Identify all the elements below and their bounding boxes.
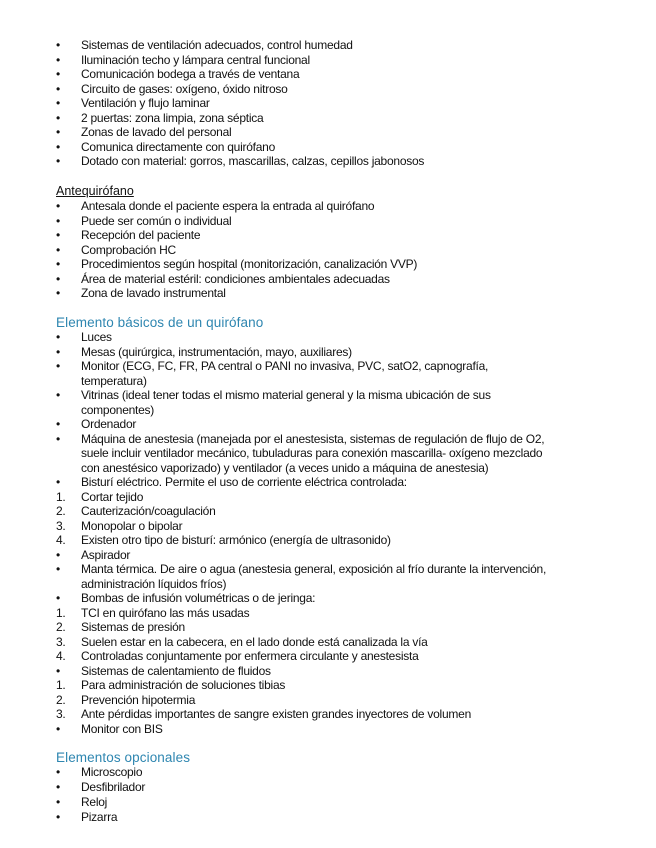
list-marker: • <box>56 431 60 446</box>
list-marker: 1. <box>56 605 66 620</box>
list-marker: • <box>56 330 60 344</box>
list-item-text: Procedimientos según hospital (monitorización, canalización VVP) <box>81 257 418 271</box>
list-marker: • <box>56 38 60 52</box>
list-marker: 2. <box>56 692 66 707</box>
list-item-text: Ventilación y flujo laminar <box>81 96 210 110</box>
list-item-text: Mesas (quirúrgica, instrumentación, mayo, auxiliares) <box>81 344 352 359</box>
list-item-text: Ordenador <box>81 417 137 431</box>
list-item-text: Existen otro tipo de bisturí: armónico (energía de ultrasonido) <box>81 533 391 547</box>
list-marker: • <box>56 547 60 562</box>
list-item-text: Suelen estar en la cabecera, en el lado donde está canalizada la vía <box>81 634 428 649</box>
list-marker: • <box>56 199 60 213</box>
list-item-text: Vitrinas (ideal tener todas el mismo material general y la misma ubicación de sus <box>81 388 491 402</box>
list-marker: • <box>56 475 60 489</box>
list-item-text: Manta térmica. De aire o agua (anestesia general, exposición al frío durante la intervención, <box>81 562 547 576</box>
list-marker: 1. <box>56 678 66 692</box>
list-marker: • <box>56 139 60 154</box>
list-item-text: Bombas de infusión volumétricas o de jeringa: <box>81 591 316 605</box>
list-item-text: Controladas conjuntamente por enfermera circulante y anestesista <box>81 649 419 663</box>
list-marker: • <box>56 125 60 139</box>
list-marker: • <box>56 242 60 257</box>
list-marker: • <box>56 663 60 678</box>
list-item-text: suele incluir ventilador mecánico, tubuladuras para conexión mascarilla- oxígeno mezclado <box>81 446 543 460</box>
list-item-text: componentes) <box>81 402 155 417</box>
list-marker: • <box>56 67 60 81</box>
list-item-text: Microscopio <box>81 765 143 779</box>
list-marker: 2. <box>56 620 66 634</box>
list-marker: • <box>56 257 60 271</box>
list-marker: • <box>56 271 60 286</box>
list-item-text: Máquina de anestesia (manejada por el anestesista, sistemas de regulación de flujo de O2, <box>81 431 545 446</box>
list-item-text: Antesala donde el paciente espera la entrada al quirófano <box>81 199 375 213</box>
list-item-text: Iluminación techo y lámpara central funcional <box>81 52 310 67</box>
list-item-text: Comunicación bodega a través de ventana <box>81 67 300 81</box>
list-item-text: Zona de lavado instrumental <box>81 286 226 300</box>
list-marker: 4. <box>56 533 66 547</box>
list-marker: • <box>56 417 60 431</box>
list-item-text: Comunica directamente con quirófano <box>81 139 276 154</box>
list-item-text: Aspirador <box>81 547 131 562</box>
list-item-text: Pizarra <box>81 810 118 824</box>
list-marker: 1. <box>56 489 66 504</box>
list-item-text: Monopolar o bipolar <box>81 518 183 533</box>
list-item-text: Prevención hipotermia <box>81 692 196 707</box>
list-item-text: Reloj <box>81 795 108 809</box>
list-item-text: Monitor (ECG, FC, FR, PA central o PANI no invasiva, PVC, satO2, capnografía, <box>81 359 489 373</box>
list-marker: • <box>56 810 60 824</box>
list-marker: 2. <box>56 504 66 518</box>
elementos-opcionales-heading: Elementos opcionales <box>56 750 191 765</box>
list-marker: • <box>56 795 60 809</box>
list-item-text: Sistemas de calentamiento de fluidos <box>81 663 271 678</box>
list-item-text: Dotado con material: gorros, mascarillas, calzas, cepillos jabonosos <box>81 154 425 168</box>
list-item-text: Circuito de gases: oxígeno, óxido nitroso <box>81 81 288 96</box>
antequirofano-heading: Antequirófano <box>56 184 134 198</box>
list-item-text: con anestésico vaporizado) y ventilador (a veces unido a máquina de anestesia) <box>81 460 489 475</box>
list-item-text: Sistemas de presión <box>81 620 185 634</box>
list-item-text: Puede ser común o individual <box>81 213 232 228</box>
list-marker: • <box>56 228 60 242</box>
list-marker: • <box>56 721 60 736</box>
list-item-text: Ante pérdidas importantes de sangre existen grandes inyectores de volumen <box>81 707 471 721</box>
list-marker: • <box>56 110 60 125</box>
list-marker: • <box>56 359 60 373</box>
list-marker: 3. <box>56 634 66 649</box>
elementos-basicos-heading: Elemento básicos de un quirófano <box>56 315 264 330</box>
list-item-text: Zonas de lavado del personal <box>81 125 232 139</box>
list-marker: • <box>56 286 60 300</box>
list-item-text: Cortar tejido <box>81 489 144 504</box>
list-marker: • <box>56 213 60 228</box>
list-marker: • <box>56 388 60 402</box>
list-item-text: Área de material estéril: condiciones ambientales adecuadas <box>81 271 390 286</box>
list-item-text: Recepción del paciente <box>81 228 201 242</box>
list-item-text: Desfibrilador <box>81 780 146 794</box>
list-item-text: Comprobación HC <box>81 242 176 257</box>
list-marker: 3. <box>56 518 66 533</box>
list-item-text: administración líquidos fríos) <box>81 576 227 591</box>
list-marker: • <box>56 765 60 779</box>
list-marker: • <box>56 780 60 794</box>
list-item-text: temperatura) <box>81 373 147 388</box>
list-marker: • <box>56 52 60 67</box>
list-item-text: Luces <box>81 330 112 344</box>
list-marker: • <box>56 96 60 110</box>
list-marker: • <box>56 81 60 96</box>
list-marker: 3. <box>56 707 66 721</box>
list-item-text: 2 puertas: zona limpia, zona séptica <box>81 110 264 125</box>
list-marker: 4. <box>56 649 66 663</box>
list-marker: • <box>56 344 60 359</box>
list-marker: • <box>56 591 60 605</box>
list-item-text: Cauterización/coagulación <box>81 504 216 518</box>
list-marker: • <box>56 154 60 168</box>
list-item-text: TCI en quirófano las más usadas <box>81 605 250 620</box>
list-marker: • <box>56 562 60 576</box>
list-item-text: Para administración de soluciones tibias <box>81 678 286 692</box>
list-item-text: Sistemas de ventilación adecuados, control humedad <box>81 38 353 52</box>
list-item-text: Bisturí eléctrico. Permite el uso de corriente eléctrica controlada: <box>81 475 407 489</box>
list-item-text: Monitor con BIS <box>81 721 163 736</box>
